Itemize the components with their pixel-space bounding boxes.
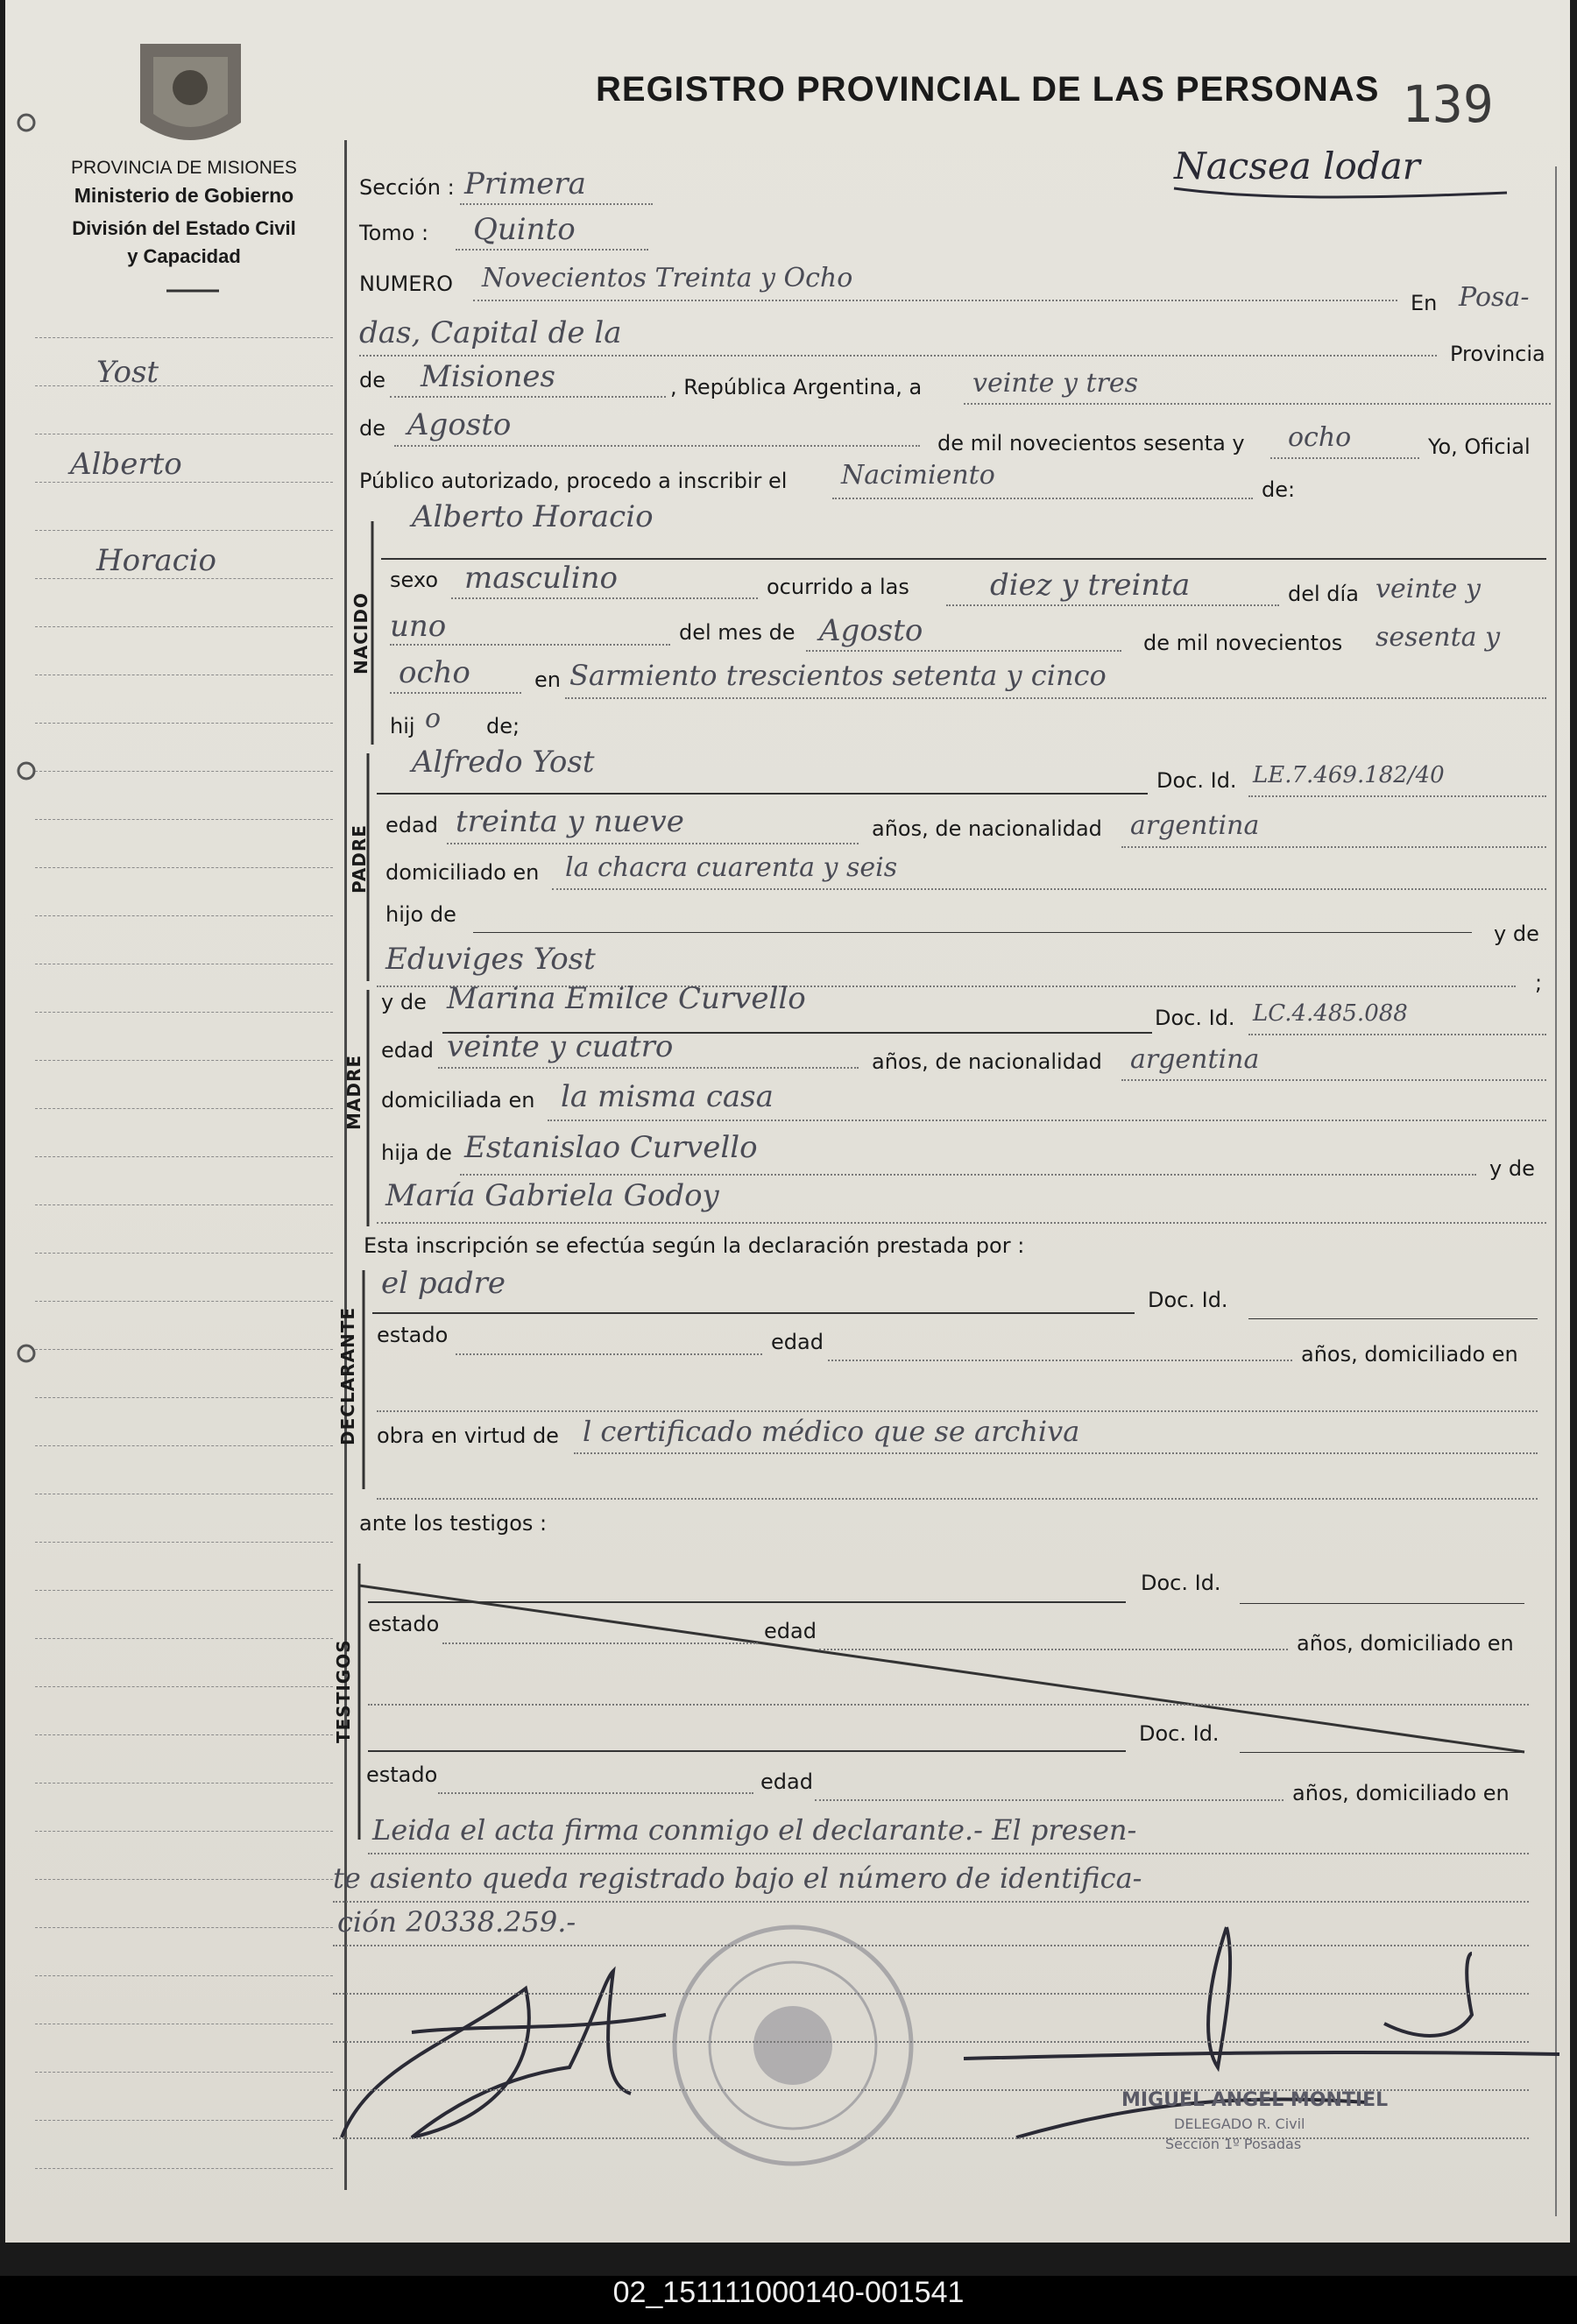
province-name: PROVINCIA DE MISIONES	[71, 158, 297, 178]
hij-de-label: de;	[486, 714, 520, 738]
republica-label: , República Argentina, a	[670, 375, 923, 399]
dia2-line	[390, 644, 670, 646]
stamp-official-role: DELEGADO R. Civil	[1174, 2116, 1305, 2132]
testigo2-estado-label: estado	[366, 1762, 438, 1787]
declarante-dom-line	[377, 1410, 1538, 1412]
testigo1-edad-line	[819, 1649, 1288, 1650]
top-annotation: Nacsea lodar	[1174, 145, 1420, 187]
acto-value: Nacimiento	[841, 460, 995, 491]
closing-line-1: Leida el acta firma conmigo el declarante.- El presen-	[372, 1813, 1137, 1847]
padre-yde-label: y de	[1494, 922, 1539, 946]
testigo1-doc-label: Doc. Id.	[1141, 1571, 1221, 1595]
madre-hija-label: hija de	[381, 1141, 452, 1165]
padre-doc-value: LE.7.469.182/40	[1253, 762, 1445, 788]
padre-doc-label: Doc. Id.	[1156, 768, 1237, 793]
en-value: Posa-	[1459, 282, 1530, 313]
madre-dom-label: domiciliada en	[381, 1088, 535, 1113]
padre-dom-value: la chacra cuarenta y seis	[565, 852, 898, 883]
anio-nacido-value-2: ocho	[399, 655, 470, 690]
madre-edad-label: edad	[381, 1038, 434, 1063]
mes-value: Agosto	[407, 407, 512, 442]
testigo1-dom-line	[368, 1704, 1529, 1706]
padre-nac-label: años, de nacionalidad	[872, 816, 1102, 841]
madre-doc-label: Doc. Id.	[1155, 1006, 1235, 1030]
testigo2-edad-label: edad	[760, 1769, 813, 1794]
mes2-line	[806, 650, 1121, 652]
lugar-value: das, Capital de la	[359, 315, 622, 350]
nacido-nombre-line	[381, 558, 1546, 560]
declarante-extra-line	[377, 1498, 1538, 1500]
madre-madre-line	[377, 1222, 1546, 1224]
numero-line	[473, 300, 1397, 301]
testigo1-line	[368, 1601, 1126, 1603]
tomo-line	[456, 249, 648, 251]
closing-rule-7	[333, 2137, 1529, 2139]
madre-dom-line	[548, 1120, 1546, 1121]
stamp-official-section: Sección 1º Posadas	[1165, 2136, 1302, 2152]
closing-rule-3	[333, 1945, 1529, 1946]
madre-padre-nombre: Estanislao Curvello	[464, 1130, 758, 1165]
en-nacido-label: en	[534, 668, 561, 692]
closing-line-2: te asiento queda registrado bajo el número de identifica-	[333, 1861, 1142, 1895]
declarante-obra-line	[574, 1452, 1538, 1454]
del-mes-label: del mes de	[679, 620, 796, 645]
section-label-nacido: NACIDO	[350, 592, 371, 675]
madre-edad-value: veinte y cuatro	[447, 1029, 674, 1064]
dia-line	[964, 403, 1551, 405]
testigo2-line	[368, 1750, 1126, 1752]
anio-value: ocho	[1288, 422, 1352, 453]
madre-doc-value: LC.4.485.088	[1253, 1000, 1408, 1027]
testigo1-edad-label: edad	[764, 1619, 817, 1643]
coat-of-arms-icon	[140, 44, 241, 140]
sexo-label: sexo	[390, 568, 438, 592]
tomo-label: Tomo :	[359, 221, 429, 245]
madre-padre-line	[460, 1174, 1476, 1176]
dia-nacido-value-2: uno	[390, 609, 447, 644]
closing-rule-1	[368, 1853, 1529, 1854]
provincia-line	[390, 396, 666, 398]
acto-line	[832, 498, 1253, 499]
declarante-edad-label: edad	[771, 1330, 824, 1354]
declarante-anios-label: años, domiciliado en	[1301, 1342, 1518, 1367]
hora-value: diez y treinta	[990, 568, 1191, 603]
declarante-edad-line	[828, 1360, 1292, 1361]
de-label-2: de	[359, 416, 385, 441]
scan-footer-strip	[0, 2243, 1577, 2276]
closing-line-3: ción 20338.259.-	[337, 1905, 576, 1939]
declarante-doc-label: Doc. Id.	[1148, 1288, 1228, 1312]
declarante-nombre: el padre	[381, 1266, 506, 1301]
closing-rule-5	[333, 2041, 1529, 2043]
del-dia-label: del día	[1288, 582, 1359, 606]
de-colon: de:	[1262, 477, 1296, 502]
numero-label: NUMERO	[359, 272, 453, 296]
section-label-madre: MADRE	[343, 1054, 364, 1130]
provincia-value: Misiones	[421, 359, 555, 394]
record-number: 139	[1402, 74, 1494, 134]
declarante-doc-line	[1248, 1318, 1538, 1319]
de-label: de	[359, 368, 385, 392]
seccion-value: Primera	[464, 166, 586, 201]
page-title: REGISTRO PROVINCIAL DE LAS PERSONAS	[596, 70, 1380, 109]
padre-dom-label: domiciliado en	[385, 860, 540, 885]
dia-value: veinte y tres	[972, 368, 1138, 399]
anio-label: de mil novecientos sesenta y	[937, 431, 1245, 456]
declarante-estado-label: estado	[377, 1323, 449, 1347]
madre-yde-label-2: y de	[1489, 1156, 1535, 1181]
declarant-signature	[342, 1971, 666, 2137]
padre-dom-line	[552, 888, 1546, 890]
nacido-nombre: Alberto Horacio	[412, 499, 654, 534]
mes-nacido-value: Agosto	[819, 613, 923, 648]
madre-madre-nombre: María Gabriela Godoy	[385, 1178, 719, 1213]
numero-value: Novecientos Treinta y Ocho	[482, 263, 853, 293]
padre-hijo-label: hijo de	[385, 902, 456, 927]
madre-dom-value: la misma casa	[561, 1079, 774, 1114]
anio2-line	[390, 692, 521, 694]
stamp-official-name: MIGUEL ANGEL MONTIEL	[1121, 2089, 1389, 2111]
testigo1-doc-line	[1240, 1603, 1524, 1604]
en-label: En	[1411, 291, 1438, 315]
padre-semicolon: ;	[1535, 971, 1543, 995]
padre-doc-line	[1248, 795, 1546, 797]
testigo2-estado-line	[438, 1792, 753, 1794]
closing-rule-2	[333, 1901, 1529, 1903]
testigo1-anios-label: años, domiciliado en	[1297, 1631, 1514, 1656]
mil-label: de mil novecientos	[1143, 631, 1343, 655]
sexo-value: masculino	[464, 561, 619, 596]
seccion-label: Sección :	[359, 175, 455, 200]
section-label-declarante: DECLARANTE	[337, 1306, 358, 1445]
testigo1-estado-label: estado	[368, 1612, 440, 1636]
closing-rule-4	[333, 1993, 1529, 1995]
declarante-obra-label: obra en virtud de	[377, 1423, 559, 1448]
hij-label: hij	[390, 714, 415, 738]
declarante-nombre-line	[372, 1312, 1135, 1314]
hij-value: o	[425, 703, 442, 734]
testigo2-doc-label: Doc. Id.	[1139, 1721, 1220, 1746]
madre-doc-line	[1248, 1034, 1546, 1035]
ocurrido-label: ocurrido a las	[767, 575, 909, 599]
lugar-nacido-value: Sarmiento trescientos setenta y cinco	[569, 659, 1107, 692]
padre-madre-nombre: Eduviges Yost	[385, 942, 596, 977]
declarante-obra-value: l certificado médico que se archiva	[583, 1415, 1080, 1448]
anio-line	[1270, 457, 1419, 459]
padre-hijo-line	[473, 932, 1472, 933]
margin-second-name: Horacio	[96, 543, 217, 578]
anio-nacido-value: sesenta y	[1375, 622, 1501, 653]
madre-nac-value: argentina	[1130, 1044, 1260, 1075]
footer-code: 02_151111000140-001541	[612, 2276, 965, 2309]
margin-surname: Yost	[96, 355, 159, 390]
madre-nac-line	[1121, 1079, 1546, 1081]
section-label-testigos: TESTIGOS	[333, 1639, 354, 1743]
division-name: División del Estado Civil	[72, 217, 296, 239]
sexo-line	[451, 597, 758, 599]
hora-line	[946, 604, 1279, 606]
declarante-estado-line	[456, 1353, 762, 1355]
official-seal-icon	[675, 1927, 911, 2164]
lugar2-line	[565, 697, 1546, 699]
ministry-name: Ministerio de Gobierno	[74, 184, 294, 207]
testigo2-doc-line	[1240, 1752, 1524, 1753]
padre-edad-line	[447, 843, 859, 844]
provincia-label: Provincia	[1450, 342, 1545, 366]
padre-edad-label: edad	[385, 813, 438, 837]
seccion-line	[460, 203, 653, 205]
declarante-intro: Esta inscripción se efectúa según la declaración prestada por :	[364, 1233, 1025, 1258]
padre-nombre: Alfredo Yost	[412, 745, 595, 780]
padre-edad-value: treinta y nueve	[456, 804, 684, 839]
madre-nombre: Marina Emilce Curvello	[447, 981, 806, 1016]
dia-nacido-value: veinte y	[1375, 574, 1481, 604]
margin-first-name: Alberto	[70, 447, 182, 482]
testigo2-anios-label: años, domiciliado en	[1292, 1781, 1510, 1805]
testigo2-edad-line	[815, 1799, 1284, 1801]
padre-nac-line	[1121, 846, 1546, 848]
capacity-name: y Capacidad	[127, 245, 241, 267]
publico-label: Público autorizado, procedo a inscribir el	[359, 469, 788, 493]
testigo1-estado-line	[442, 1642, 758, 1644]
tomo-value: Quinto	[473, 212, 576, 247]
section-label-padre: PADRE	[349, 824, 370, 894]
madre-yde-label: y de	[381, 990, 427, 1014]
madre-edad-line	[438, 1067, 859, 1069]
padre-nombre-line	[377, 793, 1148, 795]
lugar-line	[359, 355, 1437, 357]
oficial-label: Yo, Oficial	[1428, 434, 1531, 459]
mes-line	[394, 445, 920, 447]
madre-nac-label: años, de nacionalidad	[872, 1049, 1102, 1074]
padre-nac-value: argentina	[1130, 810, 1260, 841]
testigos-intro: ante los testigos :	[359, 1511, 548, 1536]
